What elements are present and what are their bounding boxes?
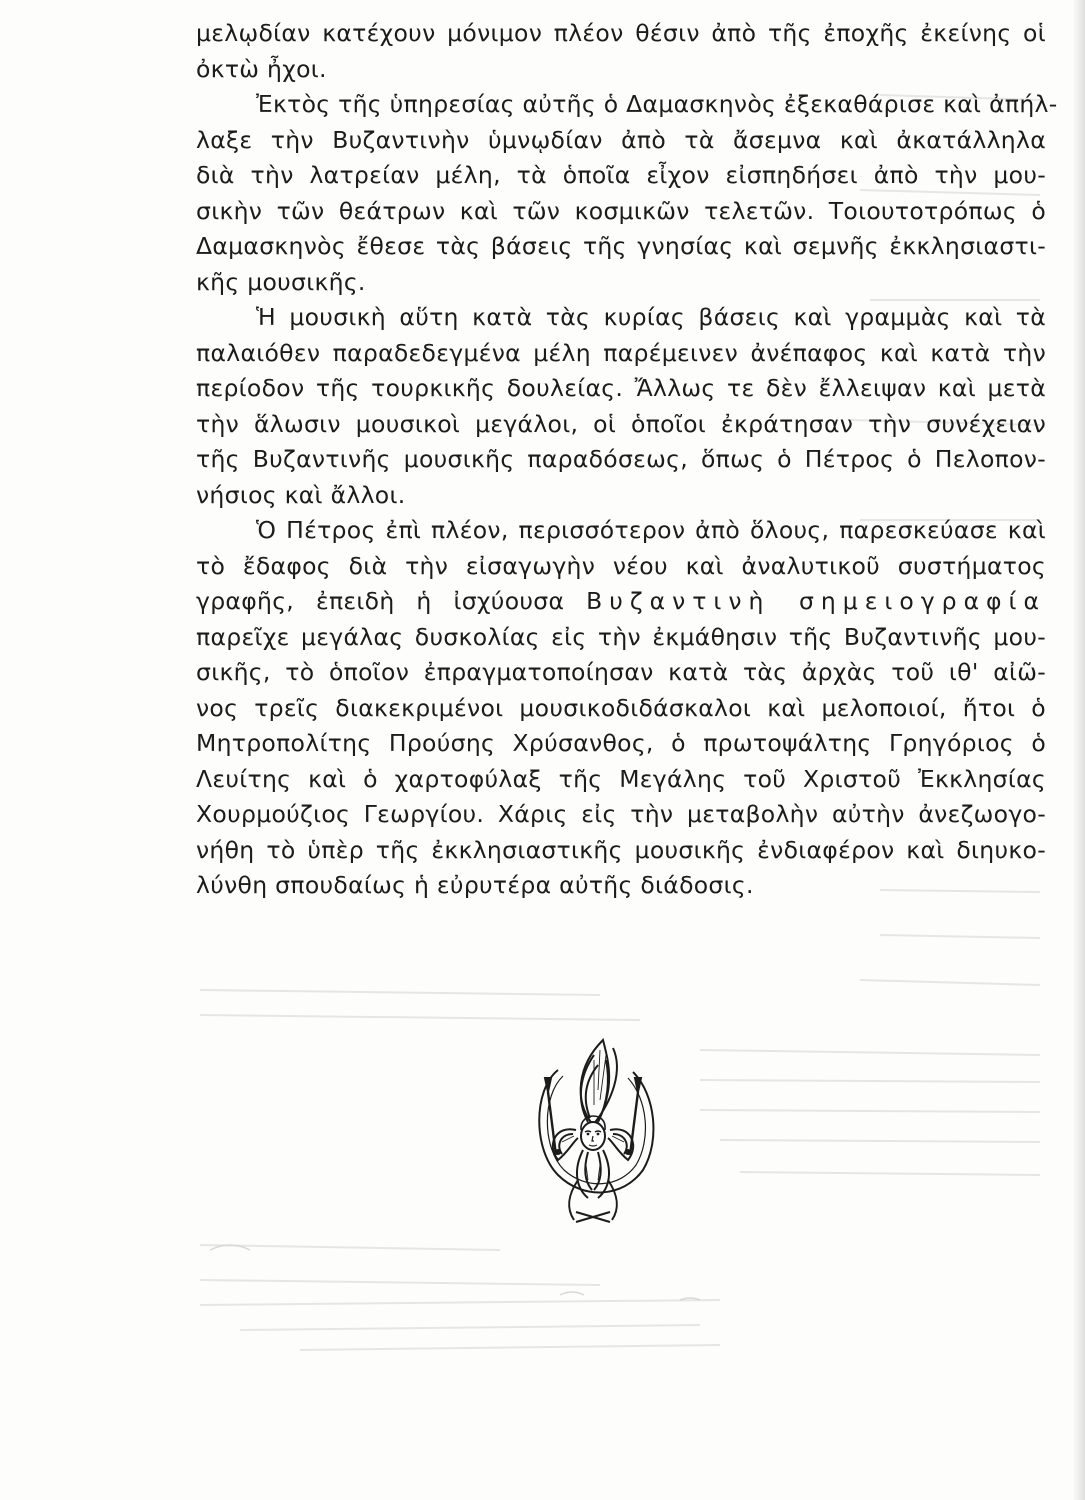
text-line-19: σικῆς, τὸ ὁποῖον ἐπραγματοποίησαν κατὰ τὰς ἀρχὰς τοῦ ιθ' αἰῶ-: [196, 658, 1046, 686]
text-line-18: παρεῖχε μεγάλας δυσκολίας εἰς τὴν ἐκμάθησιν τῆς Βυζαντινῆς μου-: [196, 622, 1046, 651]
text-line-17-start: γραφῆς, ἐπειδὴ ἡ ἰσχύουσα: [196, 587, 565, 615]
text-line-5: διὰ τὴν λατρείαν μέλη, τὰ ὁποῖα εἶχον εἰσπηδήσει ἀπὸ τὴν μου-: [196, 161, 1046, 189]
text-line-6: σικὴν τῶν θεάτρων καὶ τῶν κοσμικῶν τελετῶν. Τοιουτοτρόπως ὁ: [196, 196, 1046, 225]
text-line-14: νήσιος καὶ ἄλλοι.: [196, 480, 406, 509]
text-line-11: περίοδον τῆς τουρκικῆς δουλείας. Ἄλλως τε δὲν ἔλλειψαν καὶ μετὰ: [196, 374, 1046, 402]
text-line-16: τὸ ἔδαφος διὰ τὴν εἰσαγωγὴν νέου καὶ ἀναλυτικοῦ συστήματος: [196, 551, 1046, 580]
text-line-7: Δαμασκηνὸς ἔθεσε τὰς βάσεις τῆς γνησίας καὶ σεμνῆς ἐκκλησιαστι-: [196, 232, 1046, 260]
text-line-3: Ἐκτὸς τῆς ὑπηρεσίας αὐτῆς ὁ Δαμασκηνὸς ἐξεκαθάρισε καὶ ἀπήλ-: [256, 90, 1058, 118]
text-line-10: παλαιόθεν παραδεδεγμένα μέλη παρέμεινεν ἀνέπαφος καὶ κατὰ τὴν: [196, 338, 1046, 367]
text-line-24: νήθη τὸ ὑπὲρ τῆς ἐκκλησιαστικῆς μουσικῆς ἐνδιαφέρον καὶ διηυκο-: [196, 835, 1046, 864]
body-text: [196, 16, 1058, 904]
text-line-20: νος τρεῖς διακεκριμένοι μουσικοδιδάσκαλοι καὶ μελοποιοί, ἤτοι ὁ: [196, 693, 1046, 722]
text-line-1: μελῳδίαν κατέχουν μόνιμον πλέον θέσιν ἀπὸ τῆς ἐποχῆς ἐκείνης οἱ: [196, 19, 1046, 47]
seraph-ornament-icon: [528, 1030, 658, 1230]
spaced-emphasis: Βυζαντινὴ σημειογραφία: [586, 587, 1047, 615]
text-line-9: Ἡ μουσικὴ αὕτη κατὰ τὰς κυρίας βάσεις καὶ γραμμὰς καὶ τὰ: [256, 303, 1046, 331]
page-edge-shadow: [1073, 0, 1085, 1500]
text-line-12: τὴν ἅλωσιν μουσικοὶ μεγάλοι, οἱ ὁποῖοι ἐκράτησαν τὴν συνέχειαν: [196, 409, 1046, 438]
text-line-2: ὀκτὼ ἦχοι.: [196, 54, 327, 83]
text-line-15: Ὁ Πέτρος ἐπὶ πλέον, περισσότερον ἀπὸ ὅλους, παρεσκεύασε καὶ: [256, 516, 1046, 544]
text-line-4: λαξε τὴν Βυζαντινὴν ὑμνῳδίαν ἀπὸ τὰ ἄσεμνα καὶ ἀκατάλληλα: [196, 125, 1046, 154]
text-line-21: Μητροπολίτης Προύσης Χρύσανθος, ὁ πρωτοψάλτης Γρηγόριος ὁ: [196, 729, 1046, 757]
text-line-25: λύνθη σπουδαίως ἡ εὐρυτέρα αὐτῆς διάδοσις.: [196, 871, 754, 899]
text-line-23: Χουρμούζιος Γεωργίου. Χάρις εἰς τὴν μεταβολὴν αὐτὴν ἀνεζωογο-: [196, 800, 1046, 828]
text-line-22: Λευίτης καὶ ὁ χαρτοφύλαξ τῆς Μεγάλης τοῦ Χριστοῦ Ἐκκλησίας: [196, 764, 1046, 793]
text-line-17: [196, 584, 1046, 620]
text-line-8: κῆς μουσικῆς.: [196, 267, 366, 296]
text-line-13: τῆς Βυζαντινῆς μουσικῆς παραδόσεως, ὅπως ὁ Πέτρος ὁ Πελοπον-: [196, 445, 1046, 473]
